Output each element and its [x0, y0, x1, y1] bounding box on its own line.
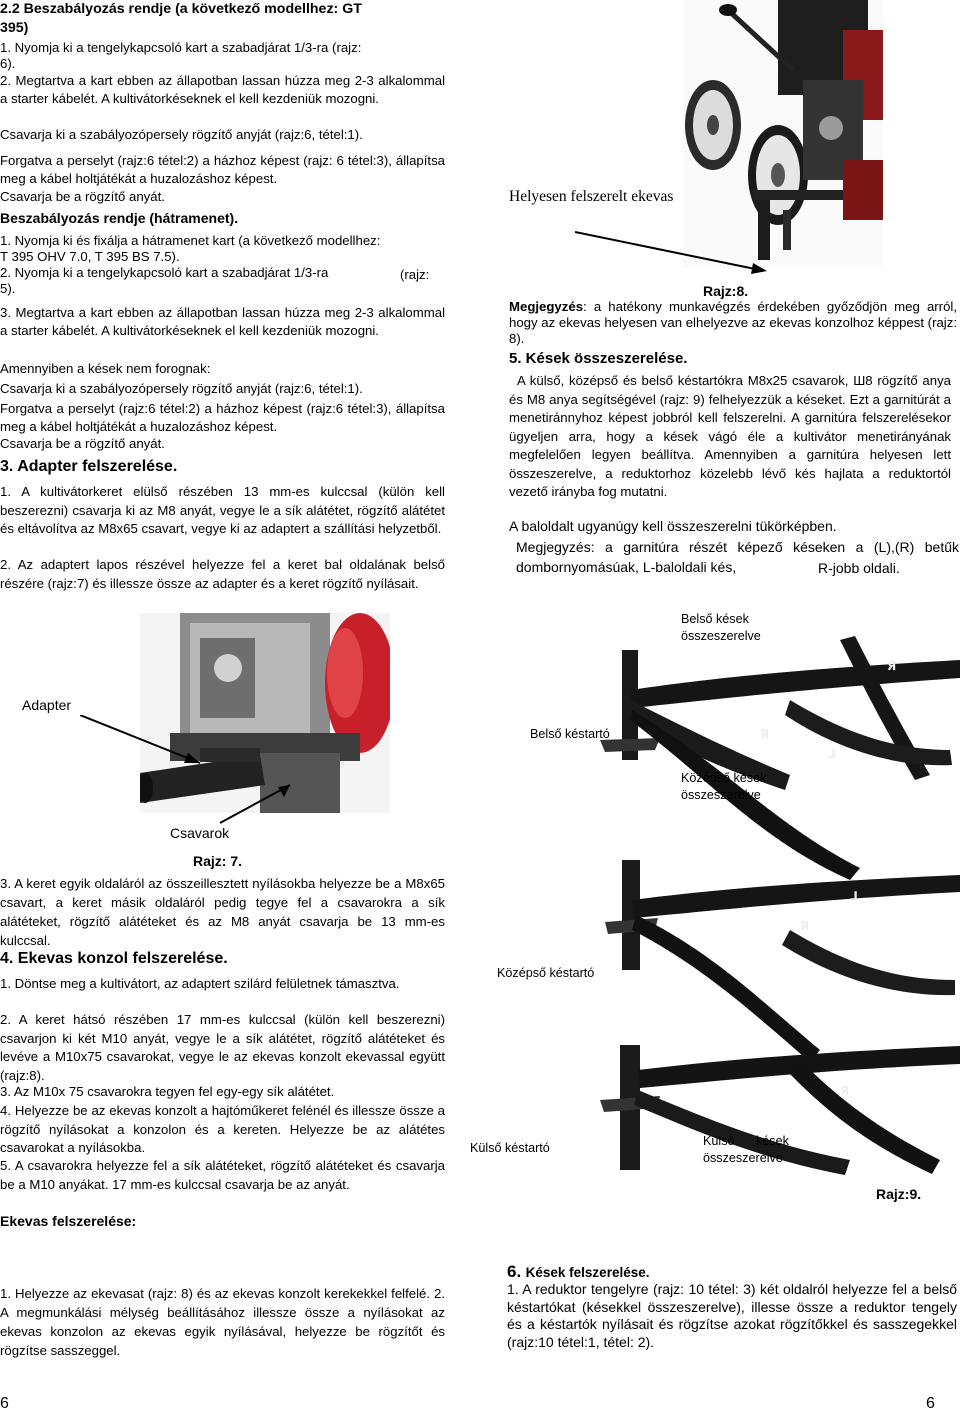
label-belso-kesek: Belső kések összeszerelve: [681, 612, 761, 643]
rev-step-2-num: 5).: [0, 281, 16, 296]
rev-step-1-models: T 395 OHV 7.0, T 395 BS 7.5).: [0, 249, 180, 264]
label-kulso-kesek: Külső kések összeszerelve: [703, 1134, 789, 1165]
sec6-title: Kések felszerelése.: [525, 1265, 650, 1280]
rev-step-2: 2. Nyomja ki a tengelykapcsoló kart a szabadjárat 1/3-ra: [0, 265, 329, 280]
sec6-heading: [507, 1262, 649, 1282]
rev-step-7: Csavarja be a rögzítő anyát.: [0, 436, 165, 451]
konzol-step-1: 1. Döntse meg a kultivátort, az adaptert szilárd felületnek támasztva.: [0, 976, 400, 991]
fig7-arrows: [80, 715, 320, 835]
adapter-step-3: 3. A keret egyik oldaláról az összeillesztett nyílásokba helyezze be a M8x65 csavart, a keret másik oldaláról pedig tegye fel a csavarokra a sík alátéteket, rögzítő alátéteket és az M8 anyát csavarja be 13 mm-es kulccsal.: [0, 876, 445, 948]
gt-step-3: Csavarja ki a szabályozópersely rögzítő anyját (rajz:6, tétel:1).: [0, 127, 363, 142]
konzol-step-5: 5. A csavarokra helyezze fel a sík alátéteket, rögzítő alátéteket és csavarja be a M10 anyákat. 17 mm-es kulccsal csavarja be az anyát.: [0, 1158, 445, 1192]
middle-blade-assembly: [605, 860, 960, 1062]
gt-heading: [0, 0, 362, 38]
note-label: Megjegyzés: [509, 299, 584, 314]
label-kulso-kestarto: Külső késtartó: [470, 1141, 550, 1155]
kesek-heading: 5. Kések összeszerelése.: [509, 350, 688, 367]
ekevas-heading: Ekevas felszerelése:: [0, 1213, 137, 1229]
kesek-text-2: A baloldalt ugyanúgy kell összeszerelni tükörképben.: [509, 518, 837, 534]
note-text: : a hatékony munkavégzés érdekében győződjön meg arról, hogy az ekevas helyesen van elhelyezve az ekevas konzolhoz képpest (rajz: 8).: [509, 299, 957, 346]
adapter-step-2: 2. Az adaptert lapos részével helyezze fel a keret bal oldalának belső részére (rajz:7) és illessze össze az adapter és a keret rögzítő nyílásait.: [0, 557, 445, 591]
fig7-csavarok-label: Csavarok: [170, 825, 230, 841]
figure-9-blades: [560, 600, 960, 1190]
blade-letter: Я: [800, 919, 810, 933]
gt-heading-line1: 2.2 Beszabályozás rendje (a következő modellhez: GT: [0, 1, 362, 17]
konzol-step-4: 4. Helyezze be az ekevas konzolt a hajtóműkeret felénél és illessze össze a rögzítő nyílásokat a konzolon és a kereten. Helyezze be az alátétes csavarokat a nyílásokba.: [0, 1103, 445, 1155]
blade-mark: ⅃: [850, 889, 858, 903]
blade-mark: ⅃: [828, 747, 836, 761]
adapter-heading: 3. Adapter felszerelése.: [0, 458, 178, 475]
blade-letter: Я: [840, 1084, 850, 1098]
rev-step-1: 1. Nyomja ki és fixálja a hátramenet kart (a következő modellhez:: [0, 233, 381, 248]
gt-step-5: Csavarja be a rögzítő anyát.: [0, 189, 165, 204]
page-number-right: 6: [926, 1395, 935, 1412]
blade-letter: Я: [760, 727, 770, 741]
fig7-adapter-label: Adapter: [22, 697, 72, 713]
gt-heading-line2: 395): [0, 20, 29, 36]
adapter-step-1: 1. A kultivátorkeret elülső részében 13 mm-es kulccsal (külön kell beszerezni) csavarja ki az M8 anyát, vegye le a sík alátétet, rögzítő alátétet és eltávolítva az M8x65 csavart, vegye ki az adaptert a szállítási helyzetből.: [0, 484, 445, 536]
figure-8-photo: [683, 0, 883, 268]
konzol-heading: 4. Ekevas konzol felszerelése.: [0, 950, 228, 967]
konzol-step-2: 2. A keret hátsó részében 17 mm-es kulccsal (külön kell beszerezni) csavarjon ki két M10 anyát, vegye le a sík alátétet, rögzítő alátéteket és levéve a M10x75 csavarokat, vegye le az ekevas konzolt ekevassal együtt (rajz:8).: [0, 1012, 445, 1083]
label-kozepso-kesek: Középső kések összeszerelve: [681, 771, 767, 802]
fig7-caption: Rajz: 7.: [193, 853, 243, 869]
fig8-label: Helyesen felszerelt ekevas: [509, 188, 674, 205]
rev-step-6: Forgatva a perselyt (rajz:6 tétel:2) a házhoz képest (rajz:6 tétel:3), állapítsa meg a kábel holtjátékát a huzalozáshoz képest.: [0, 401, 445, 434]
gt-step-2: 2. Megtartva a kart ebben az állapotban lassan húzza meg 2-3 alkalommal a starter kábelét. A kultivátorkéseknek el kell kezdeniük mozogni.: [0, 73, 445, 106]
fig8-caption: Rajz:8.: [703, 283, 749, 299]
kesek-text-1: A külső, középső és belső késtartókra M8x25 csavarok, Ш8 rögzítő anya és M8 anya segítségével (rajz: 9) felhelyezzük a késeket. Ezt a garnitúrát a menetiránnyhoz képest jobbról kell felszerelni. A garnitúra felszerelésekor ügyeljen arra, hogy a kések vágó éle a kultivátor menetirányának megfelelően legyen beállítva. Amennyiben a garnitúra helyesen lett összeszerelve, a reduktorhoz közelebb lévő kés hajlata a reduktortól vezető irányba fog mutatni.: [509, 373, 951, 499]
inner-blade-assembly: [600, 636, 960, 880]
sec6-text: 1. A reduktor tengelyre (rajz: 10 tétel: 3) két oldalról helyezze fel a belső késtartókat (késekkel összeszerelve), illesse össze a reduktor tengely és a késtartók nyílásait és rögzítse azokat rögzítőkkel és sasszegekkel (rajz:10 tétel:1, tétel: 2).: [507, 1281, 957, 1350]
kesek-text-3b: R-jobb oldali.: [818, 560, 900, 576]
rev-step-4: Amennyiben a kések nem forognak:: [0, 361, 211, 376]
ekevas-step-1: 1. Helyezze az ekevasat (rajz: 8) és az ekevas konzolt kerekekkel felfelé. 2. A megmunkálási mélység beállításához illessze össze a nyílásokat az ekevas konzolon az ekevas egyik nyílásával, helyezze be rögzítőt és rögzítse sasszeggel.: [0, 1286, 445, 1358]
gt-step-4: Forgatva a perselyt (rajz:6 tétel:2) a házhoz képest (rajz: 6 tétel:3), állapítsa meg a kábel holtjátékát a huzalozáshoz képest.: [0, 153, 445, 186]
label-kozepso-kestarto: Középső késtartó: [497, 966, 595, 980]
reverse-heading: Beszabályozás rendje (hátramenet).: [0, 210, 239, 226]
page-number-left: 6: [0, 1395, 9, 1412]
sec6-number: 6.: [507, 1262, 522, 1281]
blade-letter: Я: [887, 659, 897, 673]
note-paragraph: [509, 299, 957, 347]
fig9-caption: Rajz:9.: [876, 1186, 922, 1202]
konzol-step-3: 3. Az M10x 75 csavarokra tegyen fel egy-egy sík alátétet.: [0, 1084, 335, 1099]
gt-step-1-ref: 6).: [0, 56, 16, 71]
rev-step-3: 3. Megtartva a kart ebben az állapotban lassan húzza meg 2-3 alkalommal a starter kábelét. A kultivátorkéseknek el kell kezdeniük mozogni.: [0, 305, 445, 338]
rev-step-5: Csavarja ki a szabályozópersely rögzítő anyját (rajz:6, tétel:1).: [0, 381, 363, 396]
fig8-arrow: [575, 230, 775, 275]
kesek-text-3: Megjegyzés: a garnitúra részét képező késeken a (L),(R) betűk dombornyomásúak, L-baloldali kés,: [516, 539, 959, 575]
gt-step-1: 1. Nyomja ki a tengelykapcsoló kart a szabadjárat 1/3-ra (rajz:: [0, 40, 362, 55]
label-belso-kestarto: Belső késtartó: [530, 727, 610, 741]
rev-step-2-ref: (rajz:: [400, 267, 430, 282]
